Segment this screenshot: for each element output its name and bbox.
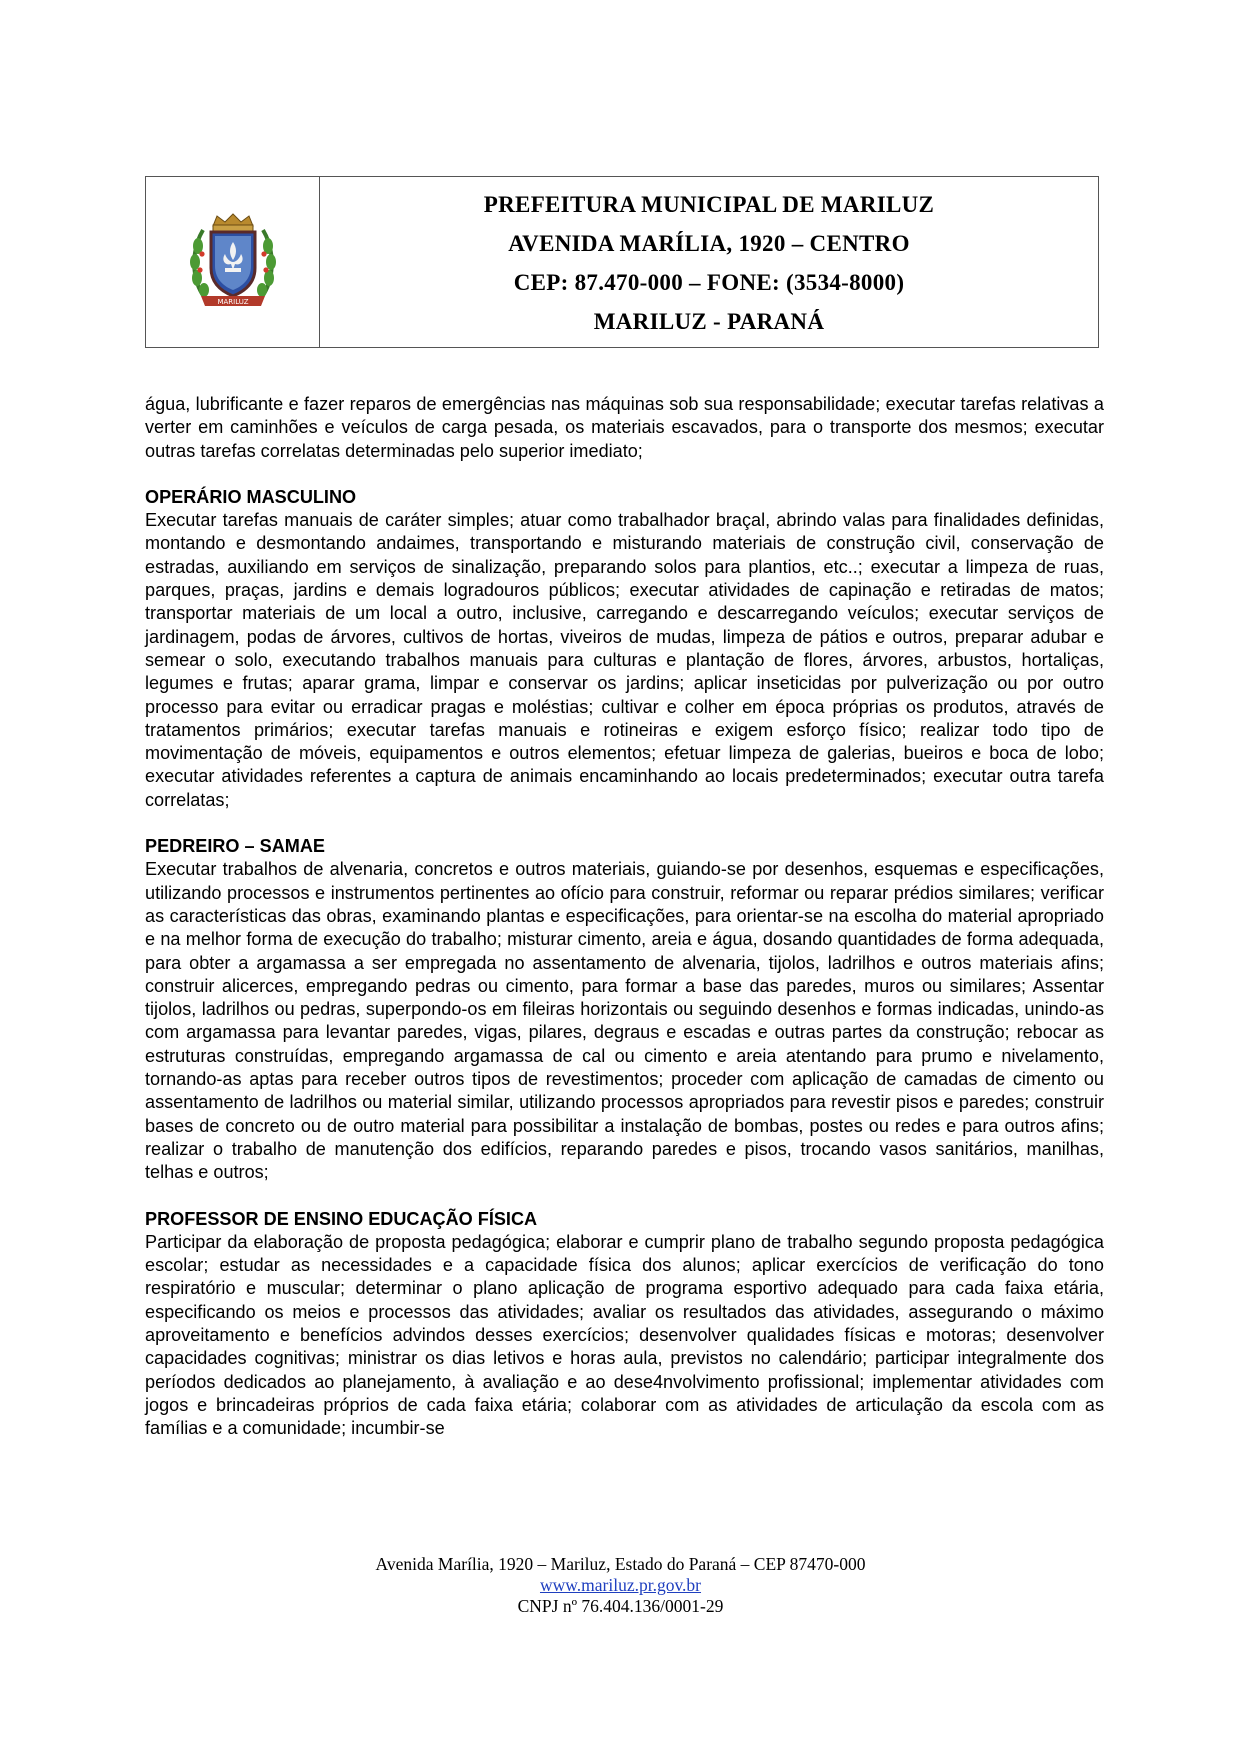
letterhead-text xyxy=(320,177,1098,347)
document-body xyxy=(145,393,1104,1440)
footer-address: Avenida Marília, 1920 – Mariluz, Estado do Paraná – CEP 87470-000 xyxy=(375,1554,866,1574)
section-title-operario: OPERÁRIO MASCULINO xyxy=(145,486,357,507)
footer-website-link[interactable]: www.mariluz.pr.gov.br xyxy=(539,1575,702,1595)
section-text-pedreiro: Executar trabalhos de alvenaria, concretos e outros materiais, guiando-se por desenhos, esquemas e especificações, utilizando processos e instrumentos pertinentes ao ofício para construir, reformar ou reparar prédios similares; verificar as características das obras, examinando plantas e especificações, para orientar-se na escolha do material apropriado e na melhor forma de execução do trabalho; misturar cimento, areia e água, dosando quantidades de forma adequada, para obter a argamassa a ser empregada no assentamento de alvenaria, tijolos, ladrilhos e outros materiais afins; construir alicerces, empregando pedras ou cimento, para formar a base das paredes, muros ou similares; Assentar tijolos, ladrilhos ou pedras, superpondo-os em fileiras horizontais ou seguindo desenhos e formas indicadas, unindo-as com argamassa para levantar paredes, vigas, pilares, degraus e escadas e outras partes da construção; rebocar as estruturas construídas, empregando argamassa de cal ou cimento e areia atentando para prumo e nivelamento, tornando-as aptas para receber outros tipos de revestimentos; proceder com aplicação de camadas de cimento ou assentamento de ladrilhos ou material similar, utilizando processos apropriados para revestir pisos e paredes; construir bases de concreto ou de outro material para possibilitar a instalação de bombas, postes ou redes e para outros afins; realizar o trabalho de manutenção dos edifícios, reparando paredes e pisos, trocando vasos sanitários, manilhas, telhas e outros; xyxy=(145,859,1104,1183)
section-text-professor: Participar da elaboração de proposta pedagógica; elaborar e cumprir plano de trabalho segundo proposta pedagógica escolar; estudar as necessidades e a capacidade física dos alunos; aplicar exercícios de verificação do tono respiratório e muscular; determinar o plano aplicação de programa esportivo adequado para cada faixa etária, especificando os meios e processos das atividades; avaliar os resultados das atividades, assegurando o máximo aproveitamento e benefícios advindos desses exercícios; desenvolver qualidades físicas e motoras; desenvolver capacidades cognitivas; ministrar os dias letivos e horas aula, previstos no calendário; participar integralmente dos períodos dedicados ao planejamento, à avaliação e ao dese4nvolvimento profissional; implementar atividades com jogos e brincadeiras próprios de cada faixa etária; colaborar com as atividades de articulação da escola com as famílias e a comunidade; incumbir-se xyxy=(145,1231,1104,1439)
section-title-professor: PROFESSOR DE ENSINO EDUCAÇÃO FÍSICA xyxy=(145,1208,538,1229)
letterhead xyxy=(145,176,1099,348)
footer-cnpj: CNPJ nº 76.404.136/0001-29 xyxy=(517,1596,724,1616)
municipality-name: PREFEITURA MUNICIPAL DE MARILUZ xyxy=(483,192,935,217)
logo-cell xyxy=(146,177,320,347)
municipality-address: AVENIDA MARÍLIA, 1920 – CENTRO xyxy=(508,231,910,256)
municipality-cep-phone: CEP: 87.470-000 – FONE: (3534-8000) xyxy=(513,270,905,295)
municipal-crest-logo xyxy=(185,210,281,314)
page-footer xyxy=(0,1554,1241,1617)
section-text-operario: Executar tarefas manuais de caráter simples; atuar como trabalhador braçal, abrindo valas para finalidades definidas, montando e desmontando andaimes, transportando e misturando materiais de construção civil, conservação de estradas, auxiliando em serviços de sinalização, preparando solos para plantios, etc..; executar a limpeza de ruas, parques, praças, jardins e demais logradouros públicos; executar atividades de capinação e retiradas de matos; transportar materiais de um local a outro, inclusive, carregando e descarregando veículos; executar serviços de jardinagem, podas de árvores, cultivos de hortas, viveiros de mudas, limpeza de pátios e outros, preparar adubar e semear o solo, executando trabalhos manuais para culturas e plantação de flores, árvores, arbustos, hortaliças, legumes e frutas; aparar grama, limpar e conservar os jardins; aplicar inseticidas por pulverização ou por outro processo para evitar ou erradicar pragas e moléstias; cultivar e colher em época próprias os produtos, através de tratamentos primários; executar tarefas manuais e rotineiras e exigem esforço físico; realizar todo tipo de movimentação de móveis, equipamentos e outros elementos; efetuar limpeza de galerias, bueiros e boca de lobo; executar atividades referentes a captura de animais encaminhando ao locais predeterminados; executar outra tarefa correlatas; xyxy=(145,510,1104,810)
crest-ribbon-text: MARILUZ xyxy=(216,298,249,306)
section-title-pedreiro: PEDREIRO – SAMAE xyxy=(145,836,325,857)
municipality-city-state: MARILUZ - PARANÁ xyxy=(593,309,825,334)
intro-paragraph: água, lubrificante e fazer reparos de emergências nas máquinas sob sua responsabilidade; executar tarefas relativas a verter em caminhões e veículos de carga pesada, os materiais escavados, para o transporte dos mesmos; executar outras tarefas correlatas determinadas pelo superior imediato; xyxy=(145,394,1104,461)
